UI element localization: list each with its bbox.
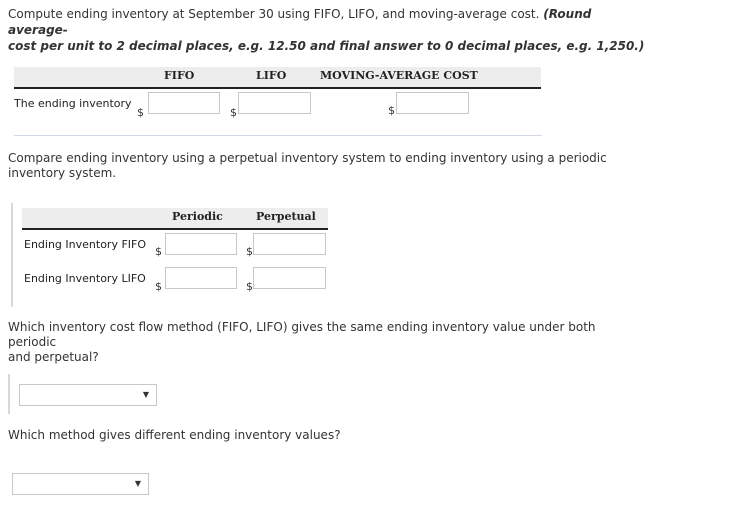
fifo-ending-inventory-input[interactable] bbox=[148, 92, 220, 114]
section-divider bbox=[14, 135, 542, 136]
same-value-method-dropdown[interactable] bbox=[19, 384, 157, 406]
table2-header-perpetual: Perpetual bbox=[256, 210, 316, 223]
ending-inventory-lifo-label: Ending Inventory LIFO bbox=[24, 272, 146, 285]
currency-symbol: $ bbox=[230, 106, 237, 119]
ending-inventory-fifo-label: Ending Inventory FIFO bbox=[24, 238, 147, 251]
compare-instructions: Compare ending inventory using a perpetual inventory system to ending inventory using a periodic inventory system. bbox=[8, 151, 607, 180]
question-same-value: Which inventory cost flow method (FIFO, LIFO) gives the same ending inventory value under both periodic and perpetual? bbox=[8, 320, 596, 364]
table2-header-periodic: Periodic bbox=[172, 210, 223, 223]
instructions bbox=[8, 6, 648, 54]
table2-left-border bbox=[11, 203, 13, 307]
currency-symbol: $ bbox=[246, 245, 253, 258]
question-different-value: Which method gives different ending inventory values? bbox=[8, 428, 341, 442]
instructions-rounding-2: cost per unit to 2 decimal places, e.g. 12.50 and final answer to 0 decimal places, e.g. 1,250.) bbox=[8, 39, 645, 53]
lifo-perpetual-input[interactable] bbox=[253, 267, 326, 289]
table1-header-lifo: LIFO bbox=[256, 69, 287, 82]
currency-symbol: $ bbox=[388, 104, 395, 117]
fifo-perpetual-input[interactable] bbox=[253, 233, 326, 255]
question1-left-border bbox=[8, 374, 10, 414]
currency-symbol: $ bbox=[137, 106, 144, 119]
ending-inventory-label: The ending inventory bbox=[14, 97, 132, 110]
moving-average-ending-inventory-input[interactable] bbox=[396, 92, 469, 114]
instructions-rounding-1: (Round average- bbox=[8, 7, 592, 37]
currency-symbol: $ bbox=[155, 245, 162, 258]
table1-header-moving-average: MOVING-AVERAGE COST bbox=[320, 69, 478, 82]
currency-symbol: $ bbox=[155, 280, 162, 293]
different-value-method-dropdown[interactable] bbox=[12, 473, 149, 495]
caret-down-icon: ▼ bbox=[134, 479, 141, 488]
instructions-text: Compute ending inventory at September 30 using FIFO, LIFO, and moving-average cost. bbox=[8, 7, 540, 21]
lifo-ending-inventory-input[interactable] bbox=[238, 92, 311, 114]
currency-symbol: $ bbox=[246, 280, 253, 293]
lifo-periodic-input[interactable] bbox=[165, 267, 237, 289]
fifo-periodic-input[interactable] bbox=[165, 233, 237, 255]
table1-header-fifo: FIFO bbox=[164, 69, 195, 82]
caret-down-icon: ▼ bbox=[142, 390, 149, 399]
